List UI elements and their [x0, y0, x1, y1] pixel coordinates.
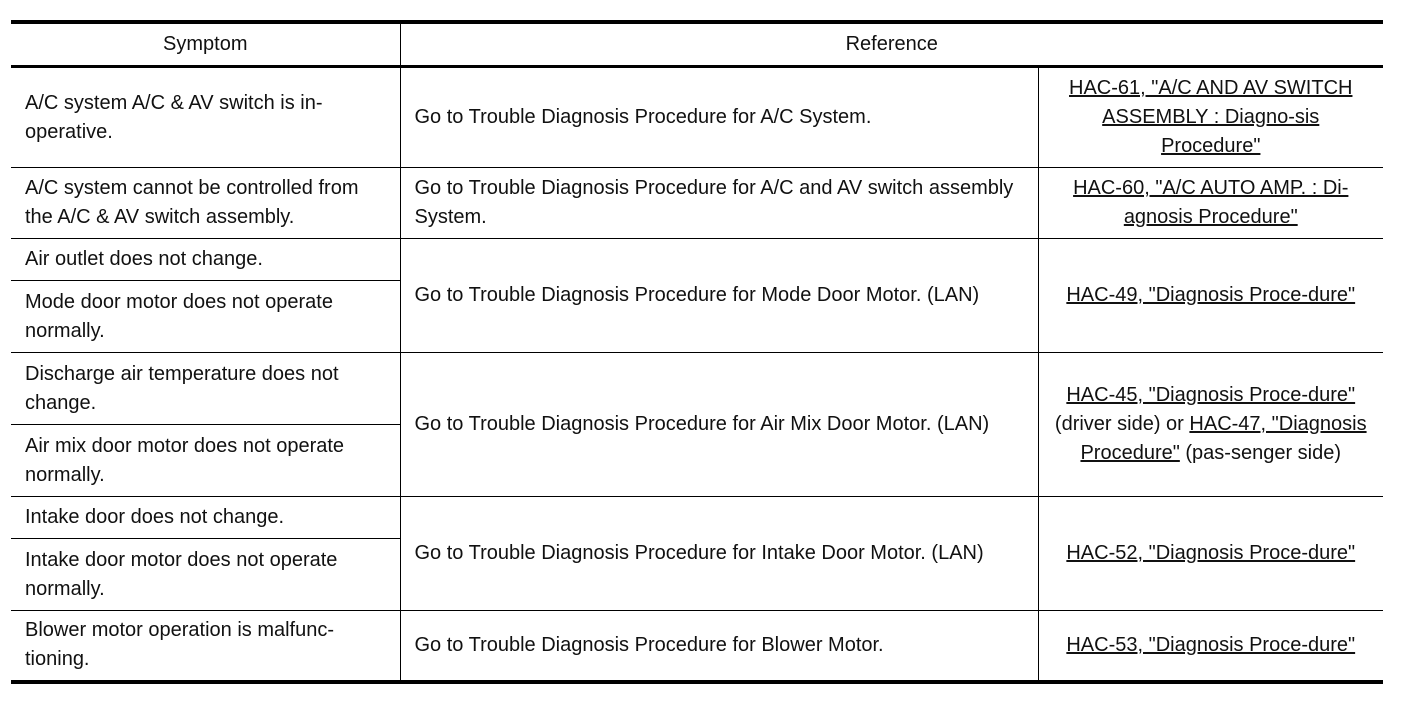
header-symptom: Symptom	[11, 22, 400, 67]
symptom-cell: Intake door motor does not operate normally.	[11, 539, 400, 611]
reference-cell	[1038, 497, 1383, 611]
symptom-cell: Mode door motor does not operate normally.	[11, 281, 400, 353]
table-row	[11, 353, 1383, 425]
reference-text: (driver side) or	[1054, 413, 1190, 435]
symptom-cell: Discharge air temperature does not change.	[11, 353, 400, 425]
symptom-cell: A/C system A/C & AV switch is in- operative.	[11, 67, 400, 168]
reference-cell	[1038, 239, 1383, 353]
reference-link[interactable]: HAC-47, "Diagnosis Procedure"	[1080, 413, 1367, 464]
reference-cell	[1038, 353, 1383, 497]
reference-cell	[1038, 611, 1383, 682]
symptom-cell: Air outlet does not change.	[11, 239, 400, 281]
procedure-cell: Go to Trouble Diagnosis Procedure for Intake Door Motor. (LAN)	[400, 497, 1038, 611]
reference-cell	[1038, 67, 1383, 168]
header-row	[11, 22, 1383, 67]
reference-link[interactable]: HAC-49, "Diagnosis Proce-dure"	[1066, 284, 1356, 306]
reference-link[interactable]: HAC-61, "A/C AND AV SWITCH ASSEMBLY : Diagno-sis Procedure"	[1069, 77, 1353, 157]
reference-link[interactable]: HAC-45, "Diagnosis Proce-dure"	[1066, 384, 1356, 406]
symptom-cell: Air mix door motor does not operate normally.	[11, 425, 400, 497]
procedure-cell: Go to Trouble Diagnosis Procedure for Blower Motor.	[400, 611, 1038, 682]
table-row	[11, 497, 1383, 539]
symptom-cell: Intake door does not change.	[11, 497, 400, 539]
symptom-table	[11, 20, 1383, 684]
reference-text: (pas-senger side)	[1179, 442, 1342, 464]
table-row	[11, 611, 1383, 682]
table-row	[11, 168, 1383, 239]
header-reference: Reference	[400, 22, 1383, 67]
symptom-cell: Blower motor operation is malfunc-tioning.	[11, 611, 400, 682]
procedure-cell: Go to Trouble Diagnosis Procedure for Mode Door Motor. (LAN)	[400, 239, 1038, 353]
table-row	[11, 67, 1383, 168]
procedure-cell: Go to Trouble Diagnosis Procedure for A/C and AV switch assembly System.	[400, 168, 1038, 239]
reference-cell	[1038, 168, 1383, 239]
reference-link[interactable]: HAC-53, "Diagnosis Proce-dure"	[1066, 633, 1356, 656]
reference-link[interactable]: HAC-60, "A/C AUTO AMP. : Di-agnosis Procedure"	[1073, 177, 1349, 228]
symptom-cell: A/C system cannot be controlled from the A/C & AV switch assembly.	[11, 168, 400, 239]
table-row	[11, 239, 1383, 281]
procedure-cell: Go to Trouble Diagnosis Procedure for Air Mix Door Motor. (LAN)	[400, 353, 1038, 497]
reference-link[interactable]: HAC-52, "Diagnosis Proce-dure"	[1066, 542, 1356, 564]
procedure-cell: Go to Trouble Diagnosis Procedure for A/C System.	[400, 67, 1038, 168]
